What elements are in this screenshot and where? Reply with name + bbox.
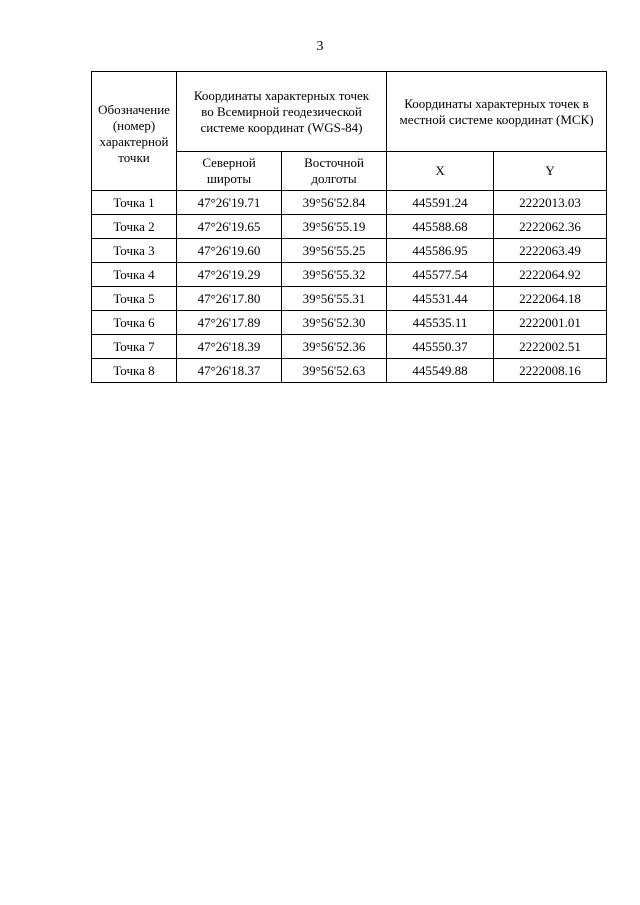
east-cell: 39°56'52.84 <box>282 191 387 215</box>
header-y: Y <box>494 152 607 191</box>
header-point-label: Обозначение (номер) характерной точки <box>92 72 177 191</box>
table-row <box>92 239 607 263</box>
east-cell: 39°56'52.36 <box>282 335 387 359</box>
y-cell: 2222008.16 <box>494 359 607 383</box>
x-cell: 445586.95 <box>387 239 494 263</box>
point-name-cell: Точка 1 <box>92 191 177 215</box>
north-cell: 47°26'18.39 <box>177 335 282 359</box>
east-cell: 39°56'52.30 <box>282 311 387 335</box>
table-row <box>92 191 607 215</box>
north-cell: 47°26'19.29 <box>177 263 282 287</box>
east-cell: 39°56'55.25 <box>282 239 387 263</box>
header-east: Восточной долготы <box>282 152 387 191</box>
y-cell: 2222062.36 <box>494 215 607 239</box>
page-number: 3 <box>316 39 324 54</box>
point-name-cell: Точка 5 <box>92 287 177 311</box>
point-name-cell: Точка 6 <box>92 311 177 335</box>
table-row <box>92 215 607 239</box>
header-msk-group: Координаты характерных точек в местной системе координат (МСК) <box>387 72 607 152</box>
point-name-cell: Точка 2 <box>92 215 177 239</box>
east-cell: 39°56'55.31 <box>282 287 387 311</box>
north-cell: 47°26'19.60 <box>177 239 282 263</box>
header-north: Северной широты <box>177 152 282 191</box>
table-row <box>92 335 607 359</box>
x-cell: 445549.88 <box>387 359 494 383</box>
x-cell: 445577.54 <box>387 263 494 287</box>
north-cell: 47°26'17.89 <box>177 311 282 335</box>
x-cell: 445588.68 <box>387 215 494 239</box>
table-row <box>92 311 607 335</box>
header-wgs-group: Координаты характерных точек во Всемирной геодезической системе координат (WGS-84) <box>177 72 387 152</box>
table-body <box>92 72 607 383</box>
point-name-cell: Точка 4 <box>92 263 177 287</box>
table-row <box>92 287 607 311</box>
east-cell: 39°56'55.19 <box>282 215 387 239</box>
x-cell: 445535.11 <box>387 311 494 335</box>
y-cell: 2222064.92 <box>494 263 607 287</box>
east-cell: 39°56'55.32 <box>282 263 387 287</box>
y-cell: 2222064.18 <box>494 287 607 311</box>
north-cell: 47°26'19.65 <box>177 215 282 239</box>
point-name-cell: Точка 3 <box>92 239 177 263</box>
x-cell: 445550.37 <box>387 335 494 359</box>
point-name-cell: Точка 8 <box>92 359 177 383</box>
north-cell: 47°26'17.80 <box>177 287 282 311</box>
coordinates-table <box>91 71 607 383</box>
north-cell: 47°26'19.71 <box>177 191 282 215</box>
header-x: X <box>387 152 494 191</box>
east-cell: 39°56'52.63 <box>282 359 387 383</box>
y-cell: 2222001.01 <box>494 311 607 335</box>
y-cell: 2222002.51 <box>494 335 607 359</box>
y-cell: 2222013.03 <box>494 191 607 215</box>
y-cell: 2222063.49 <box>494 239 607 263</box>
x-cell: 445531.44 <box>387 287 494 311</box>
north-cell: 47°26'18.37 <box>177 359 282 383</box>
header-row-top <box>92 72 607 152</box>
table-row <box>92 359 607 383</box>
x-cell: 445591.24 <box>387 191 494 215</box>
table-row <box>92 263 607 287</box>
point-name-cell: Точка 7 <box>92 335 177 359</box>
